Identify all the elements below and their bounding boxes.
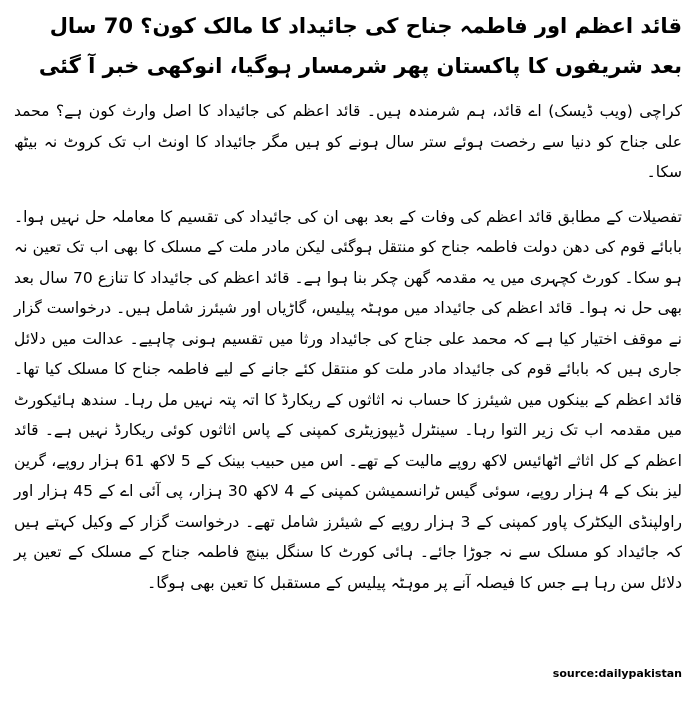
source-credit: source:dailypakistan <box>552 667 682 680</box>
article <box>14 6 682 610</box>
article-paragraph-details: تفصیلات کے مطابق قائد اعظم کی وفات کے بعد بھی ان کی جائیداد کی تقسیم کا معاملہ حل نہیں ہوا۔ بابائے قوم کی دھن دولت فاطمہ جناح کو منتقل ہوگئی لیکن مادر ملت کے مسلک کا بھی اب تک تعین نہ ہو سکا۔ کورٹ کچہری میں یہ مقدمہ گھن چکر بنا ہوا ہے۔ قائد اعظم کی جائیداد کا تنازع 70 سال بعد بھی حل نہ ہوا۔ قائد اعظم کی جائیداد میں موہٹہ پیلیس، گاڑیاں اور شیئرز شامل ہیں۔ درخواست گزار نے موقف اختیار کیا ہے کہ محمد علی جناح کی جائیداد ورثا میں تقسیم ہونی چاہیے۔ عدالت میں دلائل جاری ہیں کہ بابائے قوم کی جائیداد مادر ملت کو منتقل کئے جانے کے لیے فاطمہ جناح کا مسلک کیا تھا۔ قائد اعظم کے بینکوں میں شیئرز کا حساب نہ اثاثوں کے ریکارڈ کا اتہ پتہ نہیں مل رہا۔ سندھ ہائیکورٹ میں مقدمہ اب تک زیر التوا رہا۔ سینٹرل ڈیپوزیٹری کمپنی کے پاس اثاثوں کوئی ریکارڈ نہیں ہے۔ قائد اعظم کے کل اثاثے اٹھائیس لاکھ روپے مالیت کے تھے۔ اس میں حبیب بینک کے 5 لاکھ 61 ہزار روپے، گرین لیز بنک کے 4 ہزار روپے، سوئی گیس ٹرانسمیشن کمپنی کے 4 لاکھ 30 ہزار، پی آئی اے کے 45 ہزار اور راولپنڈی الیکٹرک پاور کمپنی کے 3 ہزار روپے کے شیئرز شامل تھے۔ درخواست گزار کے وکیل کہتے ہیں کہ جائیداد کو مسلک سے نہ جوڑا جائے۔ ہائی کورٹ کا سنگل بینچ فاطمہ جناح کے مسلک کے تعین پر دلائل سن رہا ہے جس کا فیصلہ آنے پر موہٹہ پیلیس کے مستقبل کا تعین بھی ہوگا۔ <box>14 207 682 592</box>
article-headline: قائد اعظم اور فاطمہ جناح کی جائیداد کا مالک کون؟ 70 سال بعد شریفوں کا پاکستان پھر شرمسار ہوگیا، انوکھی خبر آ گئی <box>38 14 682 78</box>
article-paragraph-intro: کراچی (ویب ڈیسک) اے قائد، ہم شرمندہ ہیں۔ قائد اعظم کی جائیداد کا اصل وارث کون ہے؟ محمد علی جناح کو دنیا سے رخصت ہوئے ستر سال ہونے کو ہیں مگر جائیداد کا اونٹ اب تک کروٹ نہ بیٹھ سکا۔ <box>14 102 682 181</box>
